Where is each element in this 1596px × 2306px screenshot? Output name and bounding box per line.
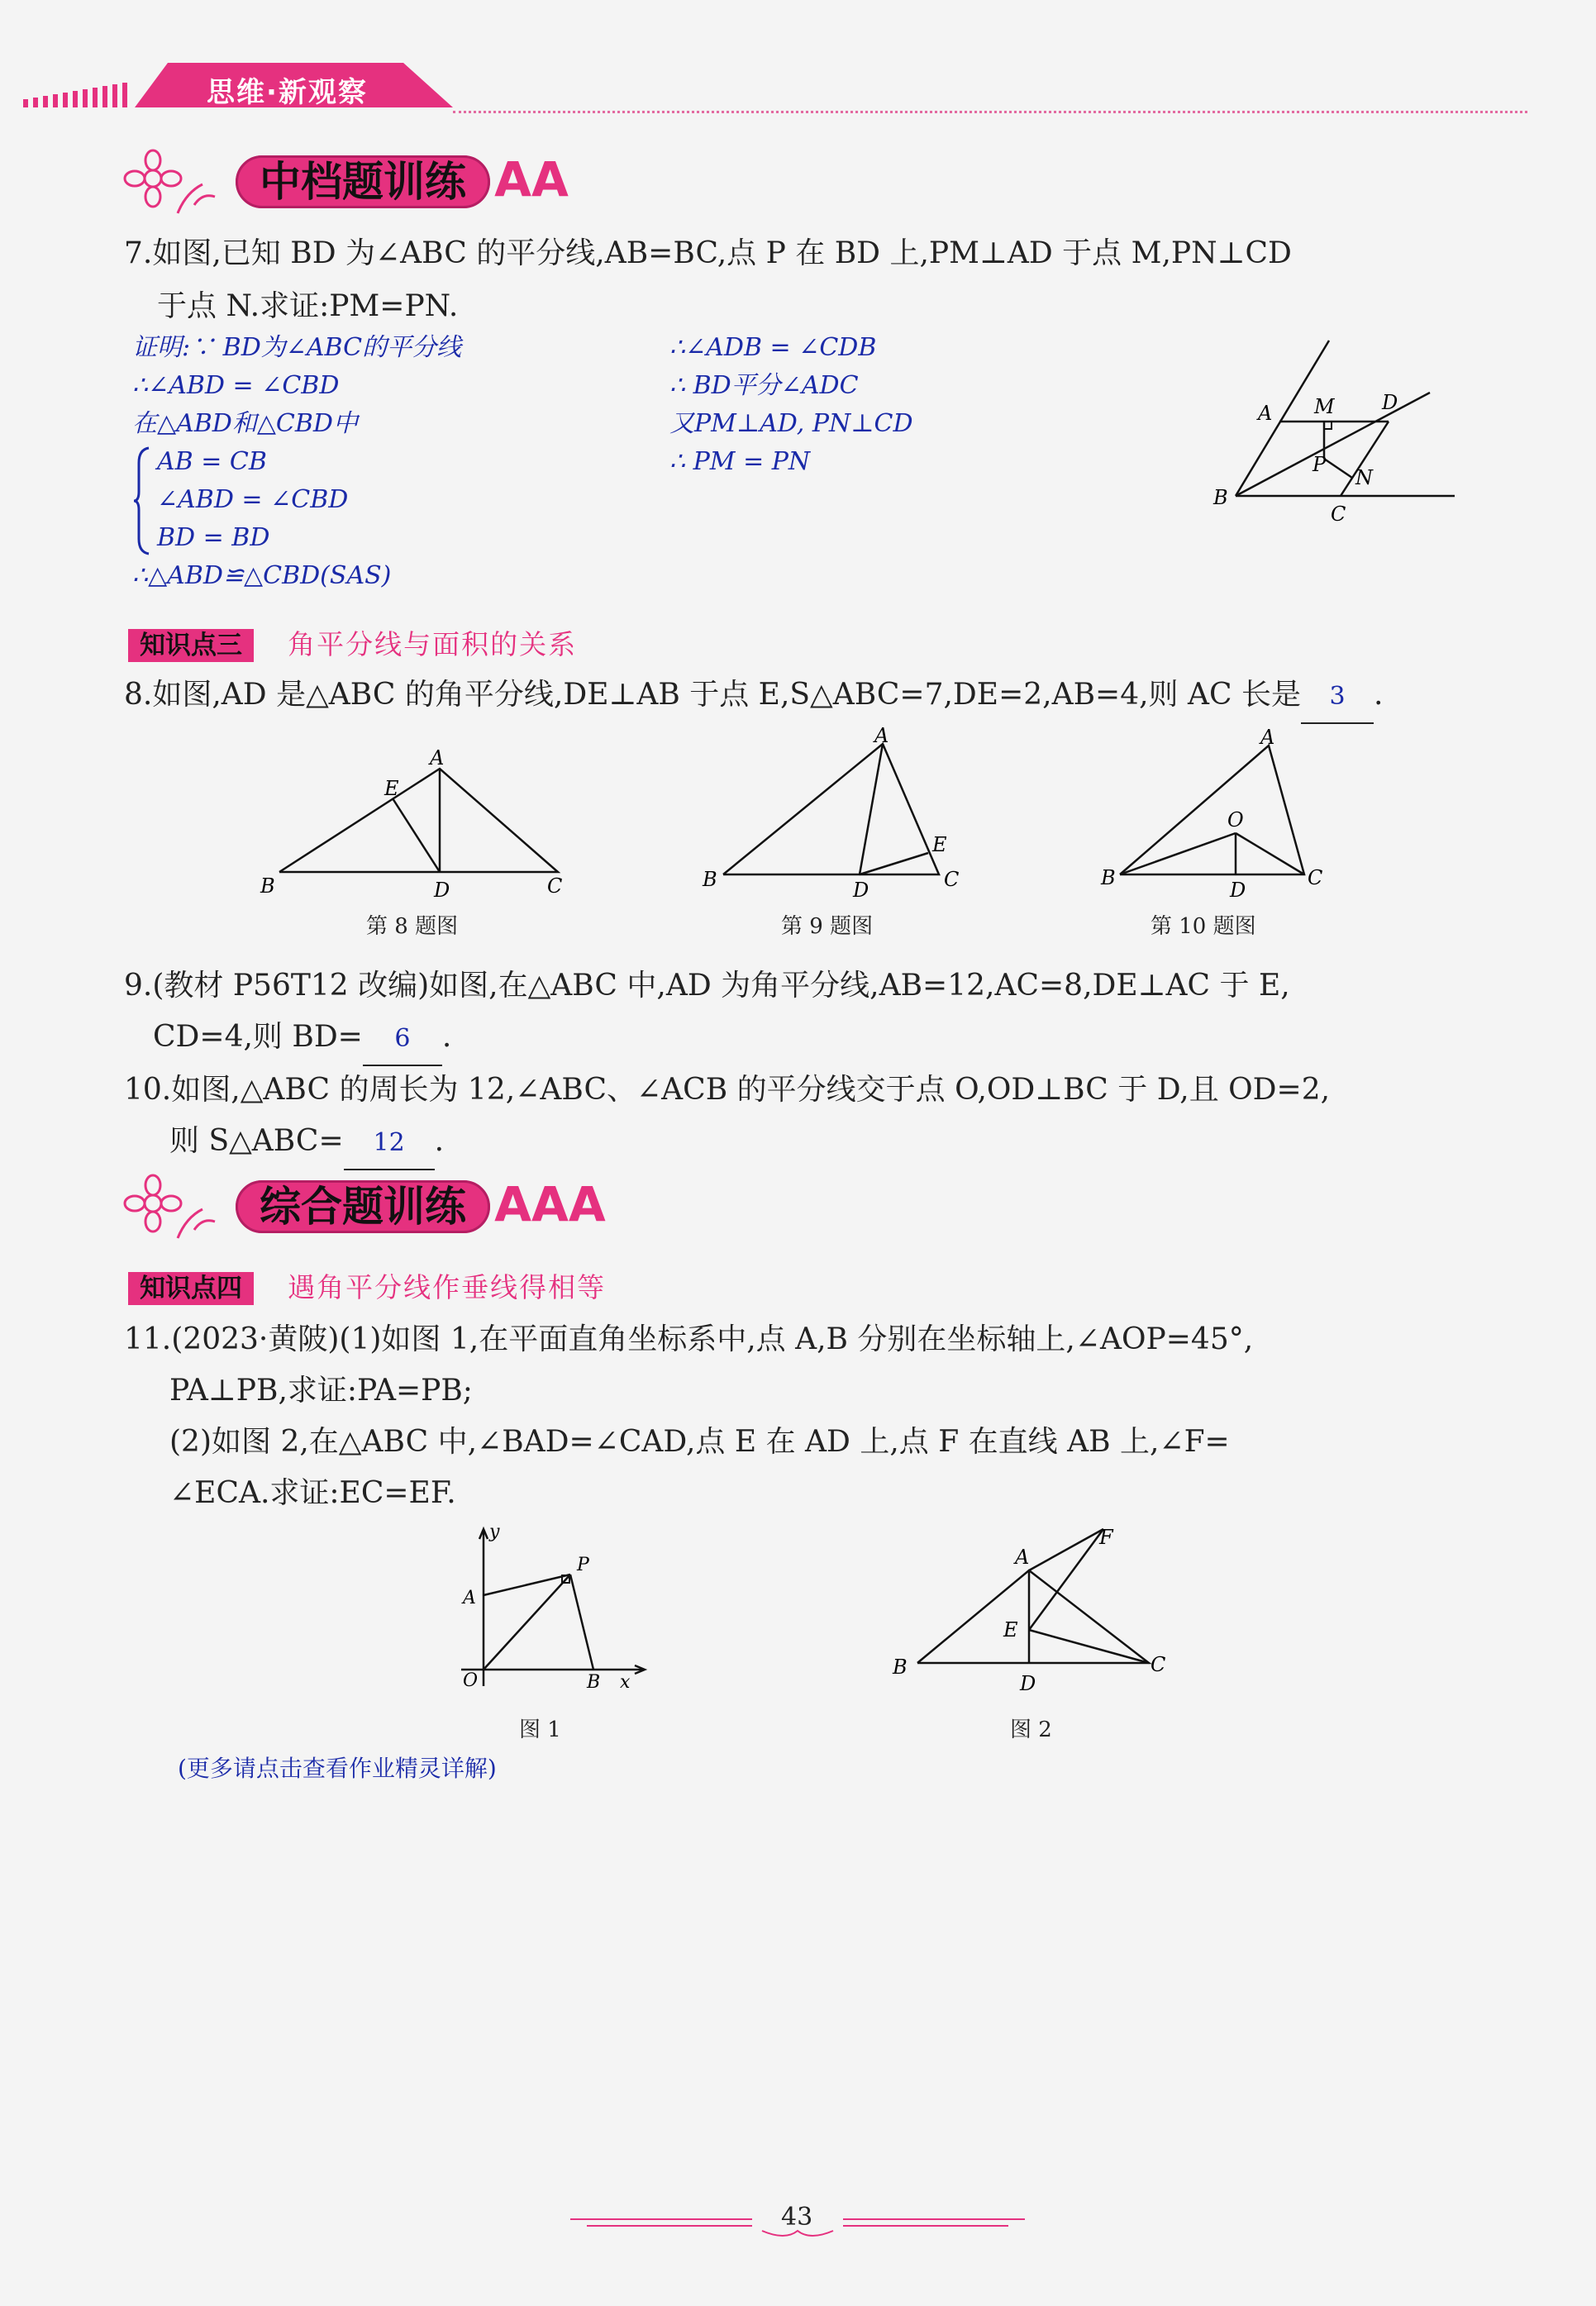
fig-label: y bbox=[489, 1522, 500, 1542]
fig-label: x bbox=[620, 1672, 631, 1693]
proof-line: ∴∠ADB = ∠CDB bbox=[669, 333, 877, 362]
header-divider bbox=[453, 111, 1527, 113]
fig11-2 bbox=[884, 1521, 1182, 1703]
q11-line3: (2)如图 2,在△ABC 中,∠BAD=∠CAD,点 E 在 AD 上,点 F 在直线 AB 上,∠F= bbox=[169, 1425, 1230, 1459]
fig-label: B bbox=[1213, 486, 1228, 509]
q9-row2 bbox=[153, 1012, 451, 1066]
fig-label: D bbox=[1230, 879, 1246, 901]
proof-line: ∴△ABD≌△CBD(SAS) bbox=[132, 561, 392, 590]
q8-answer: 3 bbox=[1301, 671, 1374, 724]
proof-line: ∴ BD平分∠ADC bbox=[669, 371, 859, 400]
fig-label: F bbox=[1099, 1526, 1113, 1549]
section1-banner bbox=[236, 149, 569, 215]
fig-label: O bbox=[1227, 808, 1244, 831]
fig-label: D bbox=[853, 879, 869, 901]
fig-label: C bbox=[547, 874, 563, 898]
q9-answer: 6 bbox=[363, 1013, 442, 1066]
proof-line: 又PM⊥AD, PN⊥CD bbox=[669, 409, 913, 438]
fig9 bbox=[694, 727, 992, 901]
fig-label: C bbox=[1331, 503, 1346, 526]
brace-icon bbox=[132, 446, 152, 555]
q10-answer: 12 bbox=[344, 1117, 435, 1170]
q10-line2: 则 S△ABC= bbox=[169, 1124, 344, 1158]
fig-label: B bbox=[587, 1672, 601, 1693]
fig-label: A bbox=[1015, 1546, 1030, 1569]
fig10 bbox=[1091, 727, 1339, 901]
fig-label: P bbox=[577, 1555, 589, 1575]
flower-icon bbox=[120, 1172, 227, 1246]
fig-label: A bbox=[874, 727, 889, 747]
fig-label: N bbox=[1355, 466, 1373, 489]
proof-line: ∠ABD = ∠CBD bbox=[157, 485, 349, 514]
fig-label: E bbox=[384, 777, 399, 800]
fig-label: D bbox=[1020, 1672, 1036, 1695]
q9-end: . bbox=[441, 1020, 452, 1054]
fig-label: B bbox=[893, 1656, 908, 1679]
q10-line1: 10.如图,△ABC 的周长为 12,∠ABC、∠ACB 的平分线交于点 O,OD⊥BC 于 D,且 OD=2, bbox=[124, 1073, 1331, 1107]
fig11-2-caption: 图 2 bbox=[1010, 1718, 1052, 1742]
fig-label: C bbox=[944, 868, 960, 891]
q7-proof-right bbox=[669, 329, 913, 481]
proof-line: ∴∠ABD = ∠CBD bbox=[132, 371, 340, 400]
q7-figure bbox=[1207, 331, 1471, 529]
fig8-caption: 第 8 题图 bbox=[366, 914, 459, 939]
fig-label: B bbox=[703, 868, 717, 891]
fig-label: A bbox=[430, 746, 445, 769]
proof-line: BD = BD bbox=[157, 523, 270, 552]
kp3-tag: 知识点三 bbox=[128, 629, 254, 662]
kp3-text: 角平分线与面积的关系 bbox=[288, 628, 578, 660]
section2-level: AAA bbox=[494, 1176, 606, 1232]
fig-label: A bbox=[1258, 402, 1273, 425]
fig-label: A bbox=[463, 1588, 476, 1608]
proof-line: AB = CB bbox=[157, 447, 267, 476]
q10-row2 bbox=[169, 1116, 444, 1170]
q11-line2: PA⊥PB,求证:PA=PB; bbox=[169, 1374, 473, 1408]
q7-line1: 7.如图,已知 BD 为∠ABC 的平分线,AB=BC,点 P 在 BD 上,PM⊥AD 于点 M,PN⊥CD bbox=[124, 236, 1292, 270]
kp4-tag: 知识点四 bbox=[128, 1272, 254, 1305]
kp4-text: 遇角平分线作垂线得相等 bbox=[288, 1271, 607, 1303]
header-title: 思维·新观察 bbox=[207, 76, 368, 109]
q7-proof-left bbox=[132, 329, 461, 595]
more-details-link[interactable]: (更多请点击查看作业精灵详解) bbox=[178, 1755, 497, 1782]
section2-title: 综合题训练 bbox=[236, 1180, 490, 1233]
fig11-1-caption: 图 1 bbox=[519, 1718, 561, 1742]
fig11-1 bbox=[438, 1521, 653, 1694]
q10-end: . bbox=[434, 1124, 445, 1158]
fig-label: B bbox=[1101, 866, 1116, 889]
q7-line2: 于点 N.求证:PM=PN. bbox=[157, 289, 459, 323]
q9-line2: CD=4,则 BD= bbox=[153, 1020, 363, 1054]
fig-label: O bbox=[463, 1670, 479, 1691]
q11-line4: ∠ECA.求证:EC=EF. bbox=[169, 1476, 456, 1510]
fig8 bbox=[248, 744, 579, 909]
fig-label: C bbox=[1151, 1653, 1166, 1676]
fig-label: D bbox=[434, 879, 450, 902]
fig-label: D bbox=[1382, 391, 1398, 414]
proof-line: ∴ PM = PN bbox=[669, 447, 811, 476]
fig-label: B bbox=[260, 874, 275, 898]
q8-end: . bbox=[1373, 678, 1384, 712]
fig-label: C bbox=[1308, 866, 1323, 889]
kp4-row bbox=[128, 1266, 606, 1305]
section1-title: 中档题训练 bbox=[236, 155, 490, 208]
fig-label: P bbox=[1313, 453, 1327, 476]
proof-line: 证明:∵ BD为∠ABC的平分线 bbox=[132, 333, 462, 362]
q9-line1: 9.(教材 P56T12 改编)如图,在△ABC 中,AD 为角平分线,AB=12,AC=8,DE⊥AC 于 E, bbox=[124, 969, 1290, 1003]
kp3-row bbox=[128, 623, 577, 662]
fig-label: A bbox=[1260, 727, 1275, 749]
section2-banner bbox=[236, 1174, 606, 1240]
q8-text: 8.如图,AD 是△ABC 的角平分线,DE⊥AB 于点 E,S△ABC=7,DE=2,AB=4,则 AC 长是 bbox=[124, 678, 1301, 712]
q11-line1: 11.(2023·黄陂)(1)如图 1,在平面直角坐标系中,点 A,B 分别在坐标轴上,∠AOP=45°, bbox=[124, 1322, 1254, 1356]
fig10-caption: 第 10 题图 bbox=[1151, 914, 1256, 939]
fig-label: E bbox=[1003, 1618, 1018, 1641]
flower-icon bbox=[120, 147, 227, 222]
fig-label: E bbox=[932, 833, 947, 856]
q8-row bbox=[124, 669, 1383, 724]
fig-label: M bbox=[1314, 395, 1335, 418]
page-number: 43 bbox=[781, 2203, 813, 2232]
fig9-caption: 第 9 题图 bbox=[781, 914, 874, 939]
proof-line: 在△ABD和△CBD中 bbox=[132, 409, 358, 438]
section1-level: AA bbox=[494, 151, 569, 207]
